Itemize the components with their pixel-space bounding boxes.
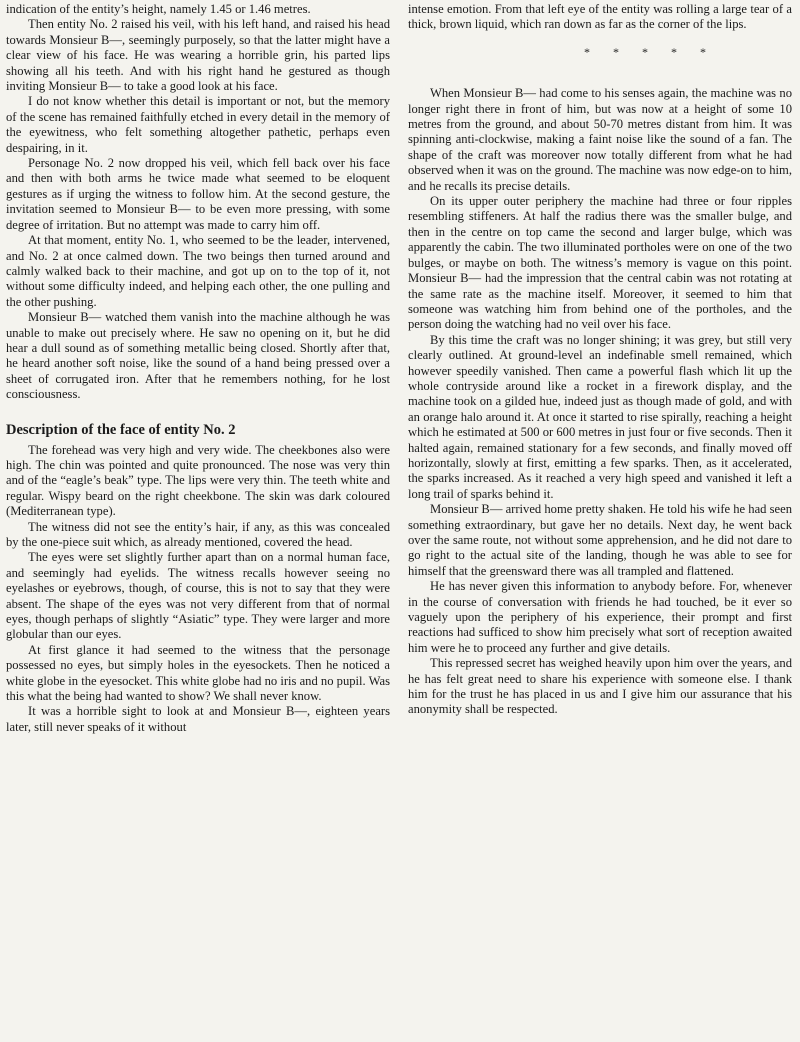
paragraph: The forehead was very high and very wide. The cheekbones also were high. The chin was pointed and quite pronounced. The nose was very thin and of the “eagle’s beak” type. The lips were very thin. The teeth white and regular. Wispy beard on the right cheekbone. The skin was dark coloured (Mediterranean type).: [6, 442, 390, 519]
paragraph: Monsieur B— watched them vanish into the machine although he was unable to make out precisely where. He saw no opening on it, but he did hear a dull sound as of something metallic being closed. Shortly after that, he heard another soft noise, like the sound of a hand being pressed over a sheet of corrugated iron. After that he remembers nothing, for he lost consciousness.: [6, 310, 390, 402]
paragraph: When Monsieur B— had come to his senses again, the machine was no longer right there in front of him, but was now at a height of some 10 metres from the ground, and about 50-70 metres distant from him. It was spinning anti-clockwise, making a faint noise like the sound of a fan. The shape of the craft was moreover now totally different from what he had observed when it was on the ground. The machine was now edge-on to him, and he recalls its precise details.: [408, 86, 792, 193]
paragraph: This repressed secret has weighed heavily upon him over the years, and he has felt great need to share his experience with someone else. I thank him for the trust he has placed in us and I give him our assurance that his anonymity shall be respected.: [408, 656, 792, 717]
paragraph: intense emotion. From that left eye of the entity was rolling a large tear of a thick, brown liquid, which ran down as far as the corner of the lips.: [408, 2, 792, 32]
section-separator: * * * * *: [584, 44, 716, 59]
paragraph: Then entity No. 2 raised his veil, with his left hand, and raised his head towards Monsieur B—, seemingly purposely, so that the latter might have a clear view of his face. He was wearing a horrible grin, his parted lips showing all his teeth. And with his right hand he gestured as though inviting Monsieur B— to take a good look at his face.: [6, 17, 390, 94]
right-column: [408, 2, 792, 1042]
paragraph: The eyes were set slightly further apart than on a normal human face, and seemingly had eyelids. The witness recalls however seeing no eyelashes or eyebrows, though, of course, this is not to say that they were absent. The shape of the eyes was not very different from that of normal eyes, though perhaps of slightly “Asiatic” type. They were larger and more globular than our eyes.: [6, 550, 390, 642]
paragraph: At first glance it had seemed to the witness that the personage possessed no eyes, but simply holes in the eyesockets. Then he noticed a white globe in the eyesocket. This white globe had no iris and no pupil. Was this what the being had wanted to show? We shall never know.: [6, 642, 390, 704]
section-heading: Description of the face of entity No. 2: [6, 421, 236, 438]
paragraph: It was a horrible sight to look at and Monsieur B—, eighteen years later, still never speaks of it without: [6, 704, 390, 734]
left-column: [6, 2, 390, 1042]
paragraph: Monsieur B— arrived home pretty shaken. He told his wife he had seen something extraordinary, but gave her no details. Next day, he went back over the same route, not without some apprehension, and he did not dare to go right to the actual site of the landing, though he was able to see for himself that the greensward there was all trampled and flattened.: [408, 502, 792, 578]
paragraph: On its upper outer periphery the machine had three or four ripples resembling stiffeners. At half the radius there was the smaller bulge, and then in the centre on top came the second and larger bulge, which was apparently the cabin. The two illuminated portholes were on one of the two bulges, or maybe on both. The witness’s memory is vague on this point. Monsieur B— had the impression that the central cabin was not rotating at the same rate as the machine itself. Moreover, it seemed to him that someone was watching him from behind one of the portholes, and the person doing the watching had no veil over his face.: [408, 194, 792, 332]
paragraph: The witness did not see the entity’s hair, if any, as this was concealed by the one-piece suit which, as already mentioned, covered the head.: [6, 519, 390, 549]
paragraph: He has never given this information to anybody before. For, whenever in the course of conversation with friends he had touched, be it ever so vaguely upon the periphery of his experience, their prompt and first reactions had sufficed to show him precisely what sort of reception awaited him were he to proceed any further and give details.: [408, 579, 792, 655]
paragraph: indication of the entity’s height, namely 1.45 or 1.46 metres.: [6, 2, 311, 16]
two-column-layout: [6, 2, 792, 1042]
paragraph: By this time the craft was no longer shining; it was grey, but still very clearly outlined. At ground-level an indefinable smell remained, which however speedily vanished. Then came a powerful flash which lit up the whole contryside around like a rocket in a firework display, and the machine took on a gilded hue, indeed just as though made of gold, and with an orange halo around it. At once it started to rise spirally, reaching a height which he estimated at 500 or 600 metres in just four or five seconds. Then it halted again, remained stationary for a few seconds, and finally moved off horizontally, slowly at first, emitting a few sparks. Then, as it accelerated, the sparks increased. As it reached a very high speed and vanished it left a long trail of sparks behind it.: [408, 332, 792, 501]
paragraph: At that moment, entity No. 1, who seemed to be the leader, intervened, and No. 2 at once calmed down. The two beings then turned around and calmly walked back to their machine, and got up on to the top of it, not without some difficulty indeed, and helping each other, the one pulling and the other pushing.: [6, 233, 390, 309]
paragraph: I do not know whether this detail is important or not, but the memory of the scene has remained faithfully etched in every detail in the memory of the eyewitness, who felt something altogether pathetic, perhaps even despairing, in it.: [6, 94, 390, 155]
paragraph: Personage No. 2 now dropped his veil, which fell back over his face and then with both arms he twice made what seemed to be eloquent gestures as if urging the witness to follow him. At the second gesture, the invitation seemed to Monsieur B— to be even more pressing, with some degree of irritation. But no attempt was made to carry him off.: [6, 156, 390, 232]
